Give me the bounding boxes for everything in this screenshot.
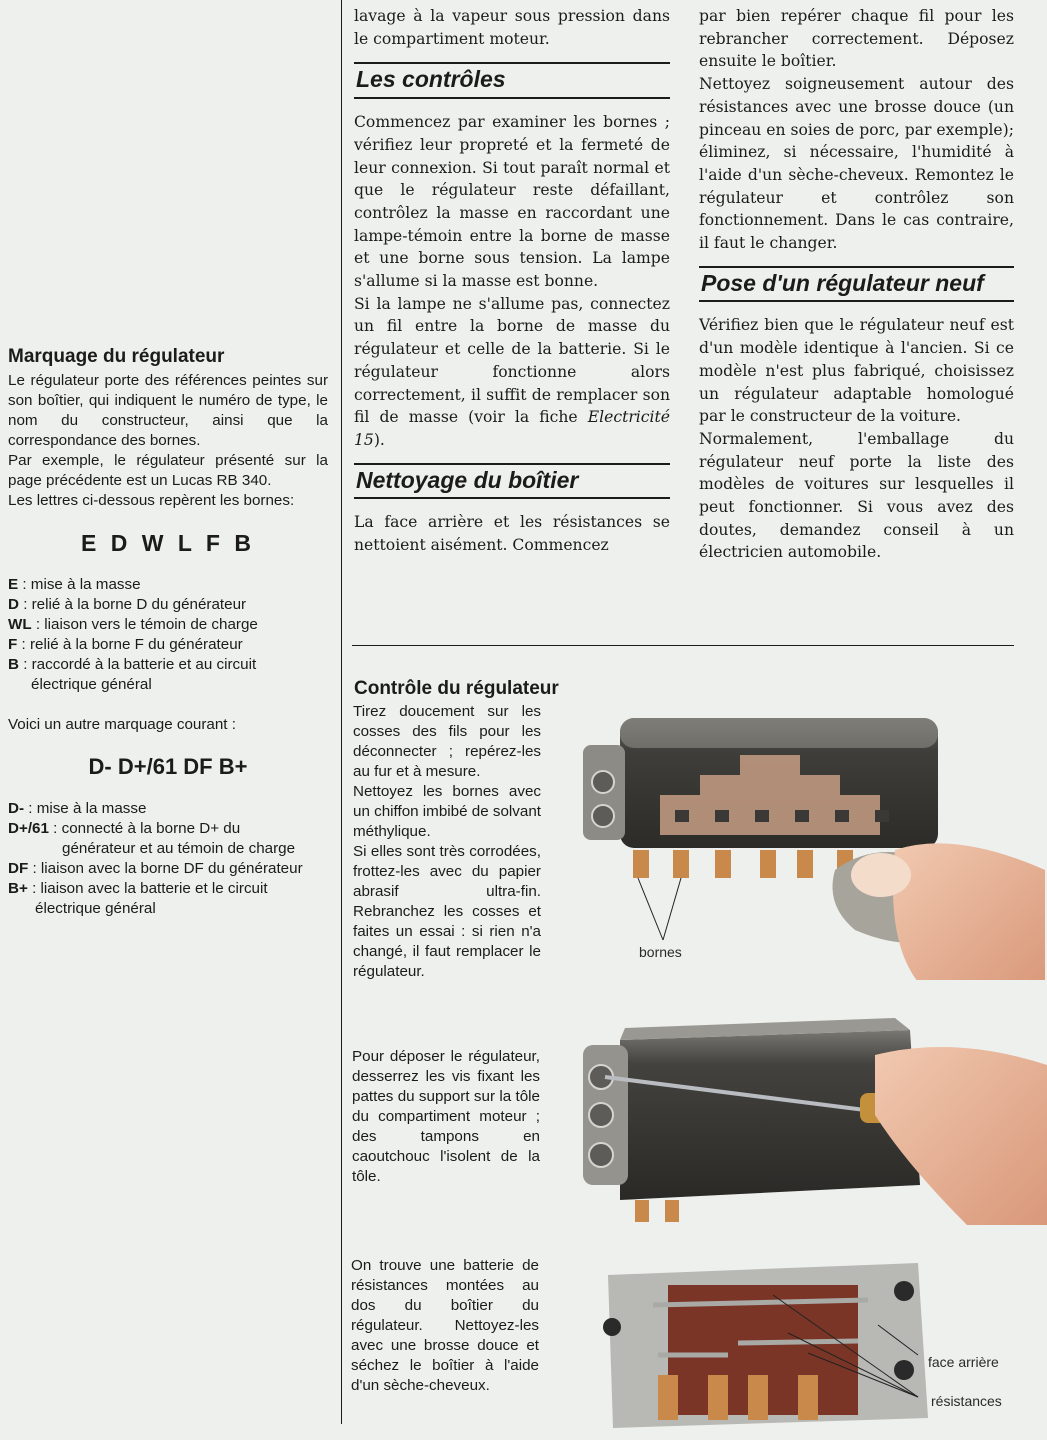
marquage-paragraph-2: Par exemple, le régulateur présenté sur la page précédente est un Lucas RB 340.	[8, 452, 328, 489]
heading-les-controles: Les contrôles	[354, 62, 670, 99]
pose-paragraph-2: Normalement, l'emballage du régulateur neuf porte la liste des modèles de voitures sur lesquelles il peut fonctionner. Si vous avez des doutes, demandez conseil à un électricien automobile.	[699, 429, 1014, 562]
caption-step-1	[353, 702, 541, 982]
legend-1-item: WL : liaison vers le témoin de charge	[8, 616, 258, 633]
caption-step-2-text: Pour déposer le régulateur, desserrez les vis fixant les pattes du support sur la tôle du compartiment moteur ; des tampons en caoutchouc l'isolent de la tôle.	[352, 1048, 540, 1185]
caption-step-2	[352, 1047, 540, 1187]
caption-step-1-c: Si elles sont très corrodées, frottez-les avec du papier abrasif ultra-fin. Rebranchez les cosses et faites un essai : si rien n'a changé, il faut remplacer le régulateur.	[353, 843, 541, 980]
column-2-intro: par bien repérer chaque fil pour les rebrancher correctement. Déposez ensuite le boîtier.	[699, 7, 1014, 71]
caption-step-1-a: Tirez doucement sur les cosses des fils pour les déconnecter ; repérez-les au fur et à mesure.	[353, 703, 541, 780]
legend-2-item-continuation: électrique général	[35, 900, 156, 917]
caption-step-1-b: Nettoyez les bornes avec un chiffon imbibé de solvant méthylique.	[353, 783, 541, 840]
controle-title: Contrôle du régulateur	[354, 678, 559, 699]
marquage-code-1: E D W L F B	[81, 530, 255, 556]
controles-paragraph-1: Commencez par examiner les bornes ; vérifiez leur propreté et la fermeté de leur connexion. Si tout paraît normal et que le régulateur reste défaillant, contrôlez la masse en raccordant une lampe-témoin entre la borne de masse et une borne sous tension. La lampe s'allume si la masse est bonne.	[354, 113, 670, 291]
label-resistances: résistances	[931, 1393, 1002, 1409]
pose-paragraph-1: Vérifiez bien que le régulateur neuf est d'un modèle identique à l'ancien. Si ce modèle n'est plus fabriqué, choisissez un régulateur adaptable homologué par le constructeur de la voiture.	[699, 316, 1014, 426]
controles-paragraph-2: Si la lampe ne s'allume pas, connectez un fil entre la borne de masse du régulateur et celle de la batterie. Si le régulateur fonctionne alors correctement, il suffit de remplacer son fil de masse (voir la fiche Electricité 15).	[354, 294, 670, 449]
legend-2-item: D+/61 : connecté à la borne D+ du	[8, 820, 241, 837]
marquage-paragraph-1: Le régulateur porte des références peintes sur son boîtier, qui indiquent le numéro de type, le nom du constructeur, ainsi que la correspondance des bornes.	[8, 372, 328, 449]
legend-1-item: F : relié à la borne F du générateur	[8, 636, 243, 653]
heading-pose-regulateur: Pose d'un régulateur neuf	[699, 266, 1014, 303]
marquage-paragraph-3: Les lettres ci-dessous repèrent les bornes:	[8, 492, 295, 509]
legend-2-item: DF : liaison avec la borne DF du générateur	[8, 860, 303, 877]
caption-step-3-text: On trouve une batterie de résistances montées au dos du boîtier du régulateur. Nettoyez-les avec une brosse douce et séchez le boîtier à l'aide d'un sèche-cheveux.	[351, 1257, 539, 1394]
illustration-resistor-board	[598, 1255, 1047, 1430]
illustration-screwdriver-removal	[575, 1015, 1047, 1230]
legend-2-item: B+ : liaison avec la batterie et le circuit	[8, 880, 268, 897]
article-intro-text: lavage à la vapeur sous pression dans le compartiment moteur.	[354, 7, 670, 48]
marquage-sidebar	[8, 345, 328, 919]
section-divider-horizontal	[352, 645, 1014, 646]
legend-1-item: E : mise à la masse	[8, 576, 141, 593]
legend-1-item-continuation: électrique général	[31, 676, 152, 693]
caption-step-3	[351, 1256, 539, 1396]
heading-nettoyage: Nettoyage du boîtier	[354, 463, 670, 500]
article-column-1	[354, 5, 670, 557]
nettoyage-paragraph: La face arrière et les résistances se nettoient aisément. Commencez	[354, 513, 670, 555]
label-face-arriere: face arrière	[928, 1354, 999, 1370]
column-divider-vertical	[341, 0, 342, 1424]
label-bornes: bornes	[639, 944, 682, 960]
article-column-2	[699, 5, 1014, 564]
illustration-regulator-terminals	[565, 700, 1045, 980]
legend-2-item: D- : mise à la masse	[8, 800, 147, 817]
legend-1-item: D : relié à la borne D du générateur	[8, 596, 247, 613]
marquage-title: Marquage du régulateur	[8, 346, 225, 367]
legend-2	[8, 799, 328, 919]
marquage-code-2: D- D+/61 DF B+	[88, 754, 248, 779]
legend-1-item: B : raccordé à la batterie et au circuit	[8, 656, 257, 673]
column-2-paragraph: Nettoyez soigneusement autour des résistances avec une brosse douce (un pinceau en soies de porc, par exemple); éliminez, si nécessaire, l'humidité à l'aide d'un sèche-cheveux. Remontez le régulateur et contrôlez son fonctionnement. Dans le cas contraire, il faut le changer.	[699, 75, 1014, 253]
marquage-paragraph-4: Voici un autre marquage courant :	[8, 716, 236, 733]
reference-fiche: Electricité 15	[354, 408, 670, 449]
legend-2-item-continuation: générateur et au témoin de charge	[62, 840, 296, 857]
legend-1	[8, 575, 328, 695]
